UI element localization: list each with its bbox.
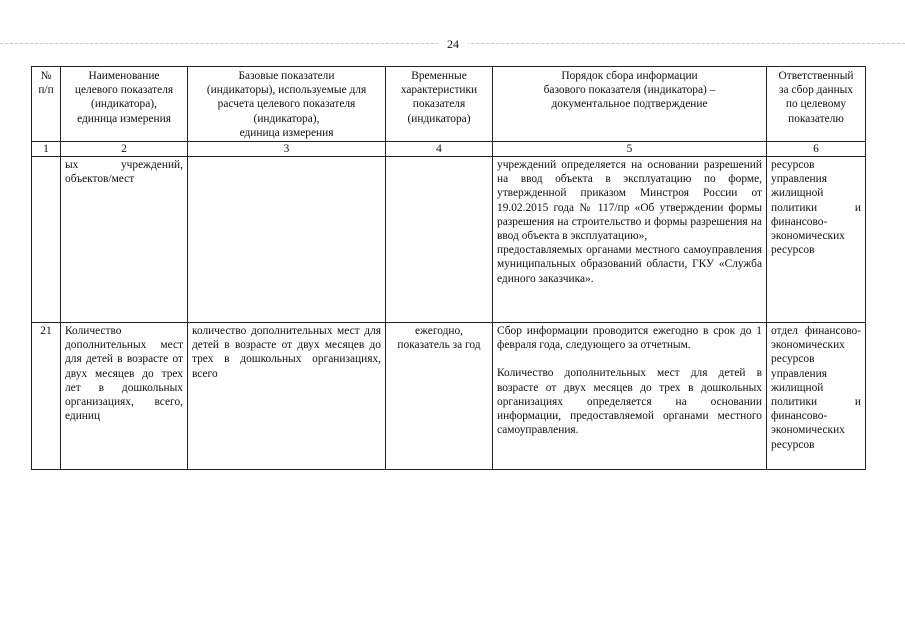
- responsible: ресурсов управления жилищной политики и финансово-экономических ресурсов: [767, 157, 866, 323]
- column-number: 2: [61, 142, 188, 157]
- table-row: [32, 323, 866, 470]
- row-number: 21: [32, 323, 61, 470]
- collection-order-paragraph: Сбор информации проводится ежегодно в срок до 1 февраля года, следующего за отчетным.: [497, 325, 762, 352]
- header-cell: Порядок сбора информации базового показателя (индикатора) – документальное подтверждение: [493, 67, 767, 142]
- header-cell: Базовые показатели (индикаторы), используемые для расчета целевого показателя (индикатора), единица измерения: [188, 67, 386, 142]
- column-number-row: [32, 142, 866, 157]
- indicator-name: Количество дополнительных мест для детей в возрасте от двух месяцев до трех лет в дошкольных организациях, всего, единиц: [61, 323, 188, 470]
- indicators-table: [31, 66, 866, 470]
- time-characteristics: [386, 157, 493, 323]
- base-indicator: количество дополнительных мест для детей в возрасте от двух месяцев до трех в дошкольных организациях, всего: [188, 323, 386, 470]
- header-cell: № п/п: [32, 67, 61, 142]
- column-number: 5: [493, 142, 767, 157]
- column-number: 6: [767, 142, 866, 157]
- header-cell: Временные характеристики показателя (индикатора): [386, 67, 493, 142]
- header-cell: Ответственный за сбор данных по целевому показателю: [767, 67, 866, 142]
- collection-order: [493, 323, 767, 470]
- collection-order: [493, 157, 767, 323]
- column-number: 3: [188, 142, 386, 157]
- header-cell: Наименование целевого показателя (индикатора), единица измерения: [61, 67, 188, 142]
- base-indicator: [188, 157, 386, 323]
- collection-order-paragraph: учреждений определяется на основании разрешений на ввод объекта в эксплуатацию по форме, утвержденной приказом Минстроя России от 19.02.2015 года № 117/пр «Об утверждении формы разрешения на строительство и формы разрешения на ввод объекта в эксплуатацию»,: [497, 159, 762, 243]
- column-number: 4: [386, 142, 493, 157]
- row-number: [32, 157, 61, 323]
- column-number: 1: [32, 142, 61, 157]
- collection-order-paragraph: Количество дополнительных мест для детей в возрасте от двух месяцев до трех в дошкольных организациях определяется на основании информации, предоставляемой органами местного самоуправления.: [497, 367, 762, 437]
- time-characteristics: ежегодно, показатель за год: [386, 323, 493, 470]
- page-number: 24: [438, 37, 468, 52]
- indicator-name: ых учреждений, объектов/мест: [61, 157, 188, 323]
- header-row: [32, 67, 866, 142]
- collection-order-paragraph: предоставляемых органами местного самоуправления муниципальных образований области, ГКУ «Служба единого заказчика».: [497, 244, 762, 285]
- table-row: [32, 157, 866, 323]
- responsible: отдел финансово-экономических ресурсов управления жилищной политики и финансово-экономических ресурсов: [767, 323, 866, 470]
